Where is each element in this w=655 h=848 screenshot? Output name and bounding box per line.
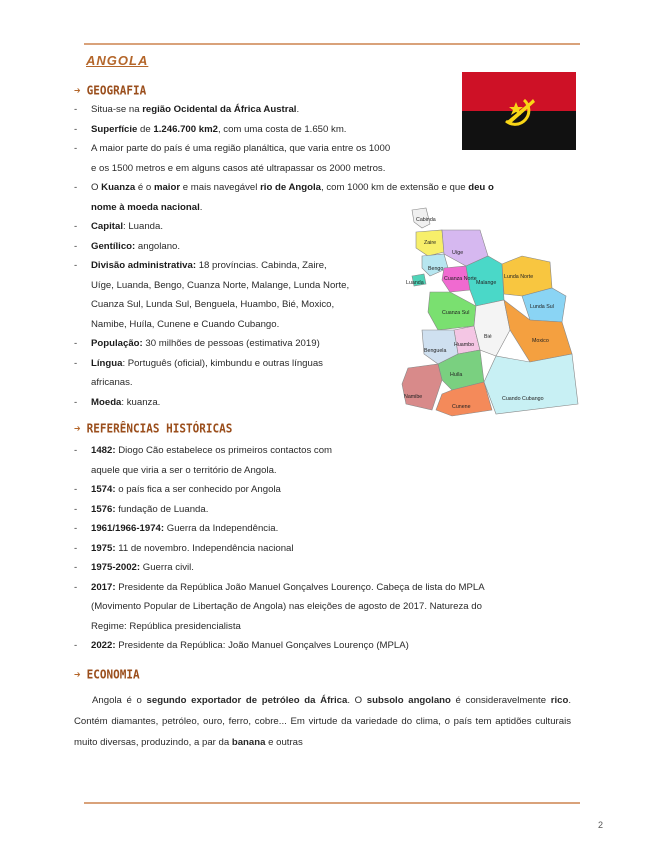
list-item: - Divisão administrativa: 18 províncias. Cabinda, Zaire, Uíge, Luanda, Bengo, Cuanza Norte, Malange, Lunda Norte, Cuanza Sul, Lunda Sul, Benguela, Huambo, Bié, Moxico, Namibe, Huíla, Cunene e Cuando Cubango. [74, 256, 387, 334]
list-item: - O Kuanza é o maior e mais navegável rio de Angola, com 1000 km de extensão e que deu o nome à moeda nacional. [74, 178, 572, 217]
page-title: ANGOLA [86, 53, 149, 68]
map-label-cuanza-sul: Cuanza Sul [442, 310, 470, 316]
list-item: - Superfície de 1.246.700 km2, com uma costa de 1.650 km. [74, 120, 572, 140]
referencias-list [74, 441, 572, 656]
map-label-cuando-cubango: Cuando Cubango [502, 396, 544, 402]
list-item: - 1574: o país fica a ser conhecido por Angola [74, 480, 572, 500]
list-item: - 2022: Presidente da República: João Manuel Gonçalves Lourenço (MPLA) [74, 636, 572, 656]
top-rule [84, 43, 580, 45]
map-label-huila: Huíla [450, 372, 463, 378]
list-item: - 1576: fundação de Luanda. [74, 500, 572, 520]
map-label-namibe: Namibe [404, 394, 423, 400]
map-label-bie: Bié [484, 334, 492, 340]
angola-provinces-map [392, 204, 582, 420]
list-item: - A maior parte do país é uma região planáltica, que varia entre os 1000 e os 1500 metros e em alguns casos até ultrapassar os 2000 metros. [74, 139, 451, 178]
arrow-right-icon: ➔ [74, 667, 81, 682]
heading-referencias-historicas: ➔ REFERÊNCIAS HISTÓRICAS [74, 421, 233, 436]
list-item: - 1975: 11 de novembro. Independência nacional [74, 539, 572, 559]
list-item: - Língua: Português (oficial), kimbundu e outras línguas africanas. [74, 354, 387, 393]
list-item: - 1482: Diogo Cão estabelece os primeiros contactos com aquele que viria a ser o território de Angola. [74, 441, 387, 480]
list-item: - População: 30 milhões de pessoas (estimativa 2019) [74, 334, 572, 354]
list-item: - Situa-se na região Ocidental da África Austral. [74, 100, 572, 120]
economia-paragraph: Angola é o segundo exportador de petróleo da África. O subsolo angolano é consideravelmente rico. Contém diamantes, petróleo, ouro, ferro, cobre... Em virtude da variedade do clima, o país tem aptidões culturais muito diversas, produzindo, a par da banana e outras [74, 695, 571, 748]
heading-geografia: ➔ GEOGRAFIA [74, 83, 147, 98]
province-cuando-cubango [484, 354, 578, 414]
list-item: - Capital: Luanda. [74, 217, 572, 237]
list-item: - 1961/1966-1974: Guerra da Independência. [74, 519, 572, 539]
map-label-luanda: Luanda [406, 280, 424, 286]
map-label-moxico: Moxico [532, 338, 549, 344]
map-label-cabinda: Cabinda [416, 217, 436, 223]
map-label-zaire: Zaire [424, 240, 437, 246]
province-bie [474, 300, 510, 356]
list-item: - 2017: Presidente da República João Manuel Gonçalves Lourenço. Cabeça de lista do MPLA (Movimento Popular de Libertação de Angola) nas eleições de agosto de 2017. Natureza do Regime: República presidencialista [74, 578, 572, 637]
arrow-right-icon: ➔ [74, 421, 81, 436]
map-label-cuanza-norte: Cuanza Norte [444, 276, 477, 282]
map-label-lunda-sul: Lunda Sul [530, 304, 554, 310]
map-label-uige: Uíge [452, 250, 464, 256]
bottom-rule [84, 802, 580, 804]
list-item: - 1975-2002: Guerra civil. [74, 558, 572, 578]
map-label-huambo: Huambo [454, 342, 475, 348]
heading-economia: ➔ ECONOMIA [74, 667, 140, 682]
map-label-malange: Malange [476, 280, 497, 286]
map-label-bengo: Bengo [428, 266, 444, 272]
list-item: - Gentílico: angolano. [74, 237, 572, 257]
map-label-benguela: Benguela [424, 348, 447, 354]
arrow-right-icon: ➔ [74, 83, 81, 98]
map-label-cunene: Cunene [452, 404, 471, 410]
province-cunene [436, 382, 492, 416]
map-label-lunda-norte: Lunda Norte [504, 274, 534, 280]
list-item: - Moeda: kuanza. [74, 393, 572, 413]
page-number: 2 [597, 820, 603, 830]
province-namibe [402, 364, 442, 410]
